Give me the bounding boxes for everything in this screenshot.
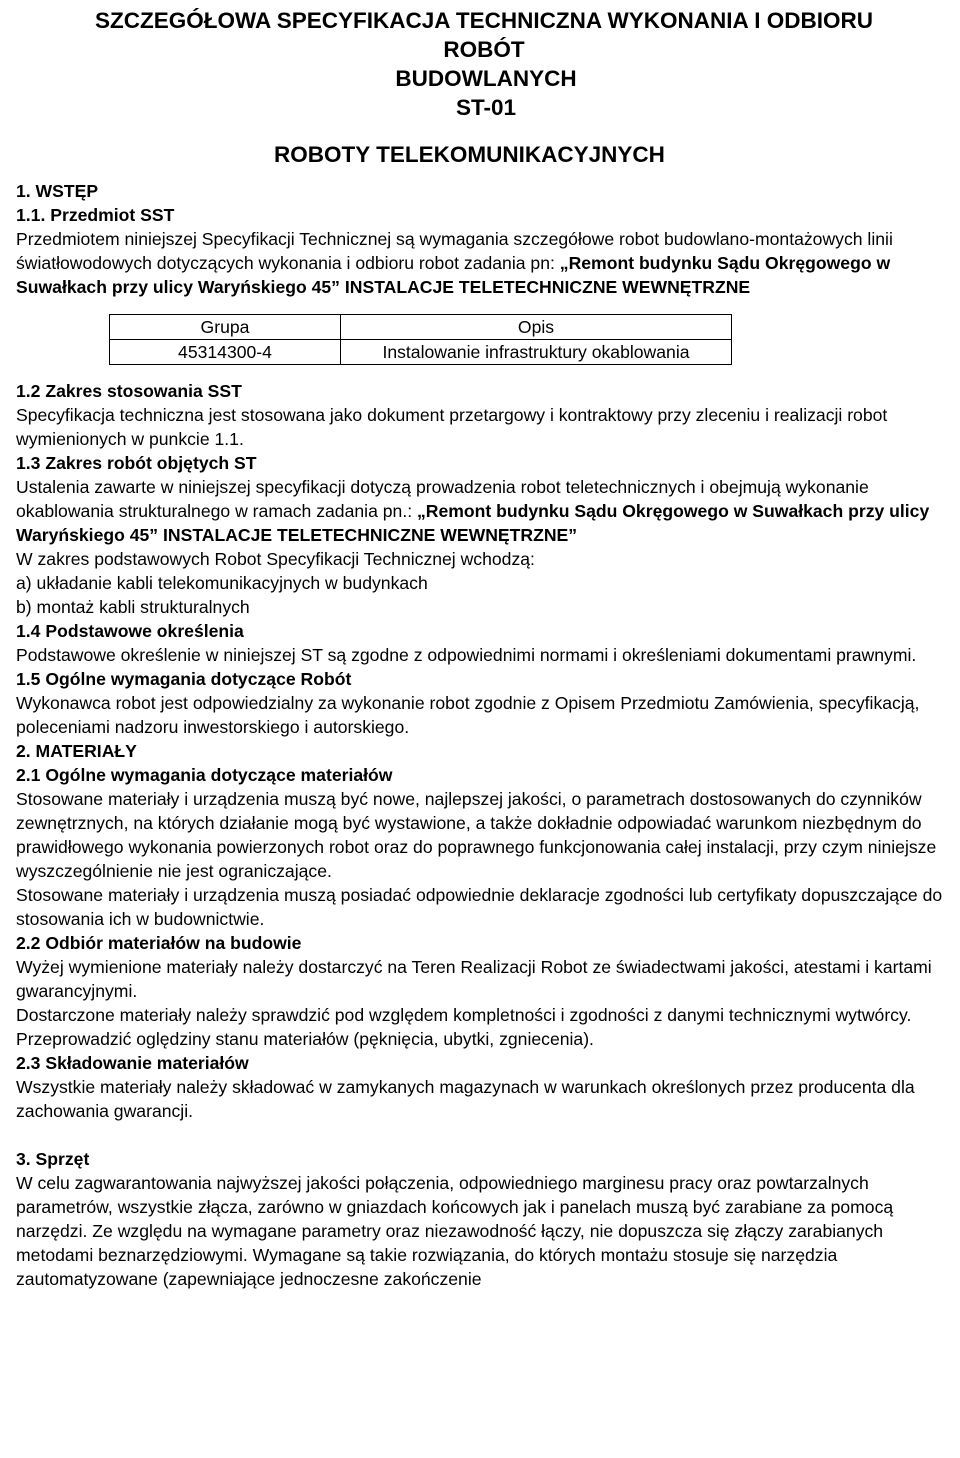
section-1-2-text: Specyfikacja techniczna jest stosowana jako dokument przetargowy i kontraktowy przy zleceniu i realizacji robot wymienionych w punkcie 1.1. (16, 405, 888, 449)
doc-title-line2: BUDOWLANYCH (395, 66, 577, 91)
table-header-row (110, 315, 732, 340)
section-1-3-task-name: „Remont budynku Sądu Okręgowego w Suwałkach przy ulicy Waryńskiego 45” INSTALACJE TELETECHNICZNE WEWNĘTRZNE” (16, 501, 930, 545)
section-1-4-heading: 1.4 Podstawowe określenia (16, 621, 244, 641)
section-1-3-item-b: b) montaż kabli strukturalnych (16, 597, 250, 617)
table-cell-group: 45314300-4 (110, 340, 341, 365)
doc-subtitle: ROBOTY TELEKOMUNIKACYJNYCH (274, 142, 665, 167)
section-2-3-paragraph-1: Wszystkie materiały należy składować w zamykanych magazynach w warunkach określonych przez producenta dla zachowania gwarancji. (16, 1077, 915, 1121)
section-1-1-task-name: „Remont budynku Sądu Okręgowego w Suwałkach przy ulicy Waryńskiego 45” INSTALACJE TELETECHNICZNE WEWNĘTRZNE (16, 253, 891, 297)
table-row (110, 340, 732, 365)
section-1-heading: 1. WSTĘP (16, 181, 99, 201)
doc-title-line3: ST-01 (455, 95, 517, 120)
section-2-heading: 2. MATERIAŁY (16, 741, 137, 761)
section-spacer (16, 1123, 956, 1147)
section-2-2-paragraph-2: Dostarczone materiały należy sprawdzić pod względem kompletności i zgodności z danymi technicznymi wytwórcy. Przeprowadzić oględziny stanu materiałów (pęknięcia, ubytki, zgniecenia). (16, 1005, 912, 1049)
section-1-3-heading: 1.3 Zakres robót objętych ST (16, 453, 257, 473)
section-1-5-heading: 1.5 Ogólne wymagania dotyczące Robót (16, 669, 352, 689)
section-2-3-heading: 2.3 Składowanie materiałów (16, 1053, 249, 1073)
section-2-2-paragraph-1: Wyżej wymienione materiały należy dostarczyć na Teren Realizacji Robot ze świadectwami jakości, atestami i kartami gwarancyjnymi. (16, 957, 932, 1001)
section-1-3-item-a: a) układanie kabli telekomunikacyjnych w budynkach (16, 573, 428, 593)
document-page (16, 6, 956, 1291)
section-1-4-text: Podstawowe określenie w niniejszej ST są zgodne z odpowiednimi normami i określeniami dokumentami prawnymi. (16, 645, 917, 665)
table-cell-description: Instalowanie infrastruktury okablowania (341, 340, 732, 365)
section-1-1-body: Przedmiotem niniejszej Specyfikacji Technicznej są wymagania szczegółowe robot budowlano-montażowych linii światłowodowych dotyczących wykonania i odbioru robot zadania pn: (16, 229, 893, 273)
section-2-2-heading: 2.2 Odbiór materiałów na budowie (16, 933, 302, 953)
section-1-3-text (16, 475, 956, 547)
section-1-3-scope: W zakres podstawowych Robot Specyfikacji Technicznej wchodzą: (16, 549, 535, 569)
section-3-heading: 3. Sprzęt (16, 1149, 90, 1169)
section-2-1-paragraph-2: Stosowane materiały i urządzenia muszą posiadać odpowiednie deklaracje zgodności lub certyfikaty dopuszczające do stosowania ich w budownictwie. (16, 885, 943, 929)
doc-title (66, 6, 902, 64)
section-1-1-text (16, 227, 956, 299)
section-1-5-text: Wykonawca robot jest odpowiedzialny za wykonanie robot zgodnie z Opisem Przedmiotu Zamówienia, specyfikacją, poleceniami nadzoru inwestorskiego i autorskiego. (16, 693, 920, 737)
table-header-description: Opis (341, 315, 732, 340)
section-2-1-heading: 2.1 Ogólne wymagania dotyczące materiałów (16, 765, 393, 785)
table-header-group: Grupa (110, 315, 341, 340)
section-2-1-paragraph-1: Stosowane materiały i urządzenia muszą być nowe, najlepszej jakości, o parametrach dostosowanych do czynników zewnętrznych, na których działanie mogą być wystawione, a także dokładnie odpowiadać warunkom niezbędnym do prawidłowego wykonania powierzonych robot oraz do poprawnego funkcjonowania całej instalacji, przy czym niniejsze wyszczególnienie nie jest ograniczające. (16, 789, 937, 881)
section-3-paragraph-1: W celu zagwarantowania najwyższej jakości połączenia, odpowiedniego marginesu pracy oraz powtarzalnych parametrów, wszystkie złącza, zarówno w gniazdach końcowych jak i panelach muszą być zarabiane za pomocą narzędzi. Ze względu na wymagane parametry oraz niezawodność łączy, nie dopuszcza się złączy zarabianych metodami beznarzędziowymi. Wymagane są takie rozwiązania, do których montażu stosuje się narzędzia zautomatyzowane (zapewniające jednoczesne zakończenie (16, 1173, 894, 1289)
section-1-1-heading: 1.1. Przedmiot SST (16, 205, 175, 225)
doc-title-line1: SZCZEGÓŁOWA SPECYFIKACJA TECHNICZNA WYKONANIA I ODBIORU ROBÓT (95, 8, 873, 62)
section-1-3-body: Ustalenia zawarte w niniejszej specyfikacji dotyczą prowadzenia robot teletechnicznych i obejmują wykonanie okablowania strukturalnego w ramach zadania pn.: (16, 477, 869, 521)
cpv-table (109, 314, 732, 365)
section-1-2-heading: 1.2 Zakres stosowania SST (16, 381, 242, 401)
